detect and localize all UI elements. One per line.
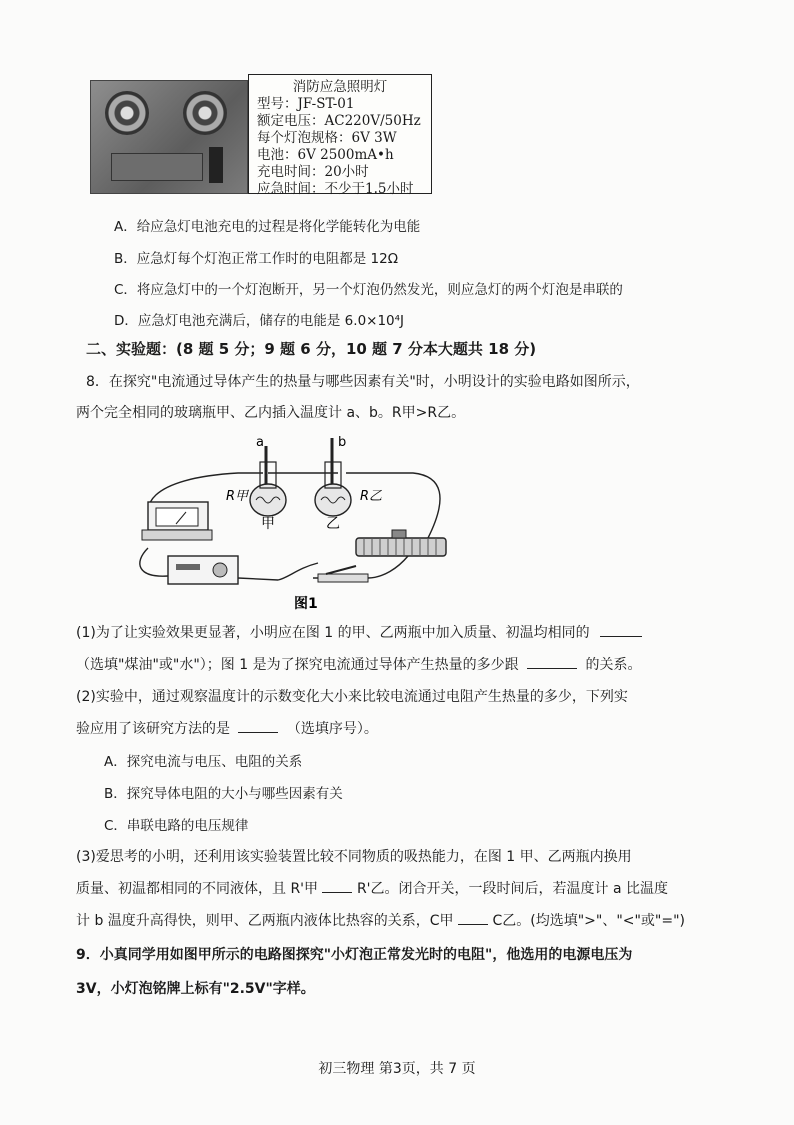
device-label-title: 消防应急照明灯: [292, 79, 388, 95]
device-label-line: 应急时间：不少于1.5小时: [257, 181, 414, 197]
lamp-head-left: [105, 91, 149, 135]
device-label-line: 充电时间：20小时: [257, 164, 369, 180]
q8-p3-line3: 计 b 温度升高得快，则甲、乙两瓶内液体比热容的关系，C甲 C乙。(均选填">"、"<"或"="): [76, 910, 685, 930]
q7-option-b: B．应急灯每个灯泡正常工作时的电阻都是 12Ω: [114, 251, 399, 267]
ammeter-base: [142, 530, 212, 540]
label-r-yi: R乙: [360, 489, 383, 504]
q9-line2: 3V，小灯泡铭牌上标有"2.5V"字样。: [76, 981, 315, 997]
section-heading: 二、实验题：(8 题 5 分；9 题 6 分，10 题 7 分本大题共 18 分): [86, 340, 537, 358]
figure-caption: 图1: [294, 596, 318, 612]
q8-p2-option-c: C．串联电路的电压规律: [104, 818, 249, 834]
q8-p2-line1: (2)实验中，通过观察温度计的示数变化大小来比较电流通过电阻产生热量的多少，下列实: [76, 689, 628, 705]
q7-option-a: A．给应急灯电池充电的过程是将化学能转化为电能: [114, 219, 421, 235]
switch-base: [318, 574, 368, 582]
device-label-line: 电池：6V 2500mA•h: [257, 147, 394, 163]
control-panel: [111, 153, 203, 181]
answer-blank[interactable]: [322, 878, 352, 893]
q8-p3-line2: 质量、初温都相同的不同液体，且 R'甲 R'乙。闭合开关，一段时间后，若温度计 a 比温度: [76, 878, 668, 898]
rheostat: [356, 538, 446, 556]
device-label-line: 型号：JF-ST-01: [257, 96, 355, 112]
power-display: [176, 564, 200, 570]
wire: [346, 473, 440, 538]
rheostat-slider: [392, 530, 406, 538]
emergency-light-photo: [90, 80, 248, 194]
q7-option-d: D．应急灯电池充满后，储存的电能是 6.0×10⁴J: [114, 313, 405, 329]
label-a: a: [256, 435, 264, 450]
q8-p2-line2: 验应用了该研究方法的是 （选填序号）。: [76, 718, 378, 738]
q8-p1-line1: (1)为了让实验效果更显著，小明应在图 1 的甲、乙两瓶中加入质量、初温均相同的: [76, 622, 642, 642]
q8-p3-line1: (3)爱思考的小明，还利用该实验装置比较不同物质的吸热能力，在图 1 甲、乙两瓶内换用: [76, 849, 632, 865]
wire: [140, 548, 168, 576]
q8-p2-option-a: A．探究电流与电压、电阻的关系: [104, 754, 303, 770]
q8-p2-option-b: B．探究导体电阻的大小与哪些因素有关: [104, 786, 343, 802]
answer-blank[interactable]: [238, 718, 278, 733]
label-jia: 甲: [261, 516, 275, 532]
wire: [238, 563, 318, 580]
lamp-head-right: [183, 91, 227, 135]
label-r-jia: R甲: [226, 489, 249, 504]
q8-stem-line2: 两个完全相同的玻璃瓶甲、乙内插入温度计 a、b。R甲>R乙。: [76, 405, 466, 421]
label-b: b: [338, 435, 347, 450]
circuit-figure: [128, 428, 468, 614]
label-yi: 乙: [326, 516, 340, 532]
power-knob: [213, 563, 227, 577]
answer-blank[interactable]: [600, 622, 642, 637]
answer-blank[interactable]: [458, 910, 488, 925]
flask-yi: [315, 484, 351, 516]
q8-stem-line1: 8．在探究"电流通过导体产生的热量与哪些因素有关"时，小明设计的实验电路如图所示，: [86, 374, 640, 390]
flask-jia: [250, 484, 286, 516]
wire: [368, 556, 408, 578]
q7-option-c: C．将应急灯中的一个灯泡断开，另一个灯泡仍然发光，则应急灯的两个灯泡是串联的: [114, 282, 623, 298]
device-label-line: 每个灯泡规格：6V 3W: [257, 130, 397, 146]
device-label-line: 额定电压：AC220V/50Hz: [257, 113, 421, 129]
q8-p1-line2: （选填"煤油"或"水"）；图 1 是为了探究电流通过导体产生热量的多少跟 的关系。: [76, 654, 641, 674]
handle: [209, 147, 223, 183]
switch-lever: [326, 566, 356, 574]
answer-blank[interactable]: [527, 654, 577, 669]
q9-line1: 9．小真同学用如图甲所示的电路图探究"小灯泡正常发光时的电阻"，他选用的电源电压为: [76, 947, 633, 963]
page-footer: 初三物理 第3页，共 7 页: [318, 1061, 476, 1077]
device-spec-label: [248, 74, 432, 197]
